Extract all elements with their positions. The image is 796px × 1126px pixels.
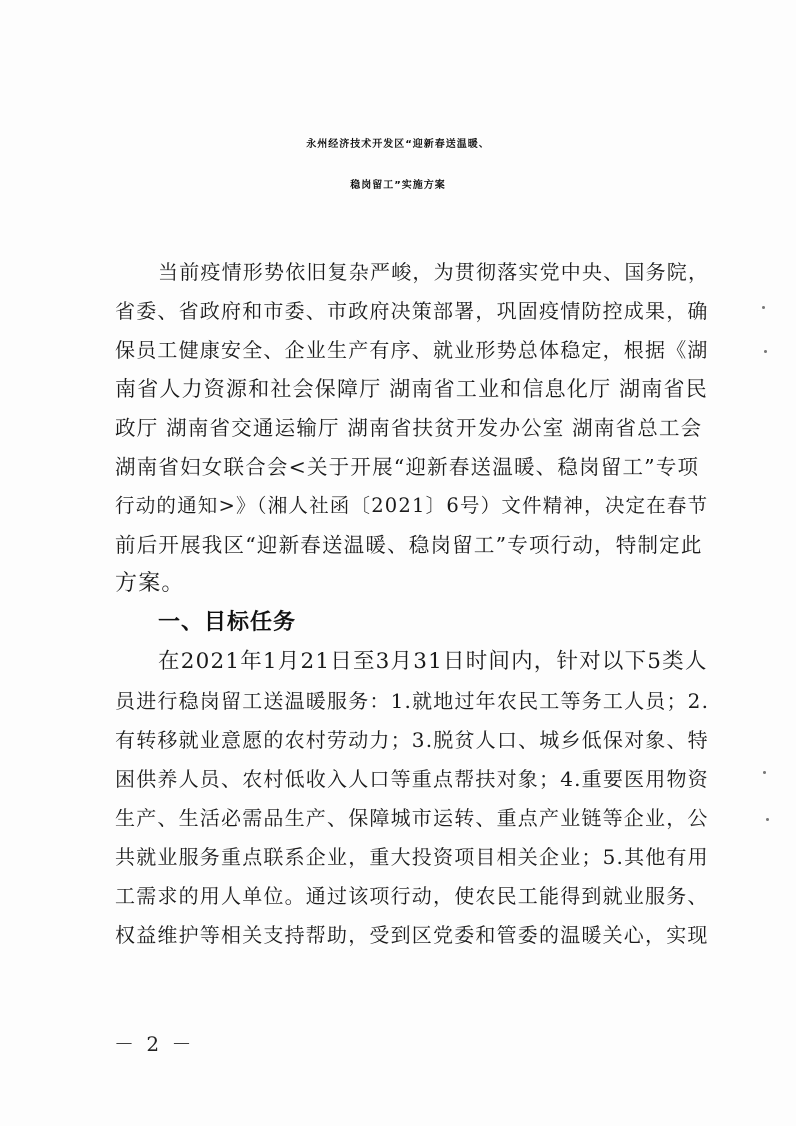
section-paragraph-line: 在2021年1月21日至3月31日时间内，针对以下5类人 [158, 649, 708, 674]
intro-paragraph-line: 前后开展我区“迎新春送温暖、稳岗留工”专项行动，特制定此 [115, 533, 703, 557]
section-paragraph-line: 共就业服务重点联系企业，重大投资项目相关企业；5.其他有用 [115, 845, 709, 869]
section-paragraph-line: 生产、生活必需品生产、保障城市运转、重点产业链等企业，公 [115, 806, 709, 830]
scan-speck [763, 771, 766, 774]
intro-paragraph-line: 方案。 [115, 571, 185, 596]
document-title-line-2: 稳岗留工”实施方案 [350, 180, 446, 191]
section-paragraph-line: 困供养人员、农村低收入人口等重点帮扶对象；4.重要医用物资 [115, 767, 709, 791]
scan-speck [766, 818, 769, 821]
intro-paragraph-line: 政厅 湖南省交通运输厅 湖南省扶贫开发办公室 湖南省总工会 [115, 416, 703, 440]
intro-paragraph-line: 当前疫情形势依旧复杂严峻，为贯彻落实党中央、国务院， [158, 260, 710, 284]
intro-paragraph-line: 保员工健康安全、企业生产有序、就业形势总体稳定，根据《湖 [115, 338, 709, 362]
section-paragraph-line: 有转移就业意愿的农村劳动力；3.脱贫人口、城乡低保对象、特 [115, 728, 709, 752]
page-number: － 2 － [114, 1032, 195, 1056]
intro-paragraph-line: 南省人力资源和社会保障厅 湖南省工业和信息化厅 湖南省民 [115, 377, 708, 401]
scan-speck [764, 350, 767, 353]
intro-paragraph-line: 行动的通知>》（湘人社函〔2021〕6号）文件精神，决定在春节 [115, 494, 709, 517]
intro-paragraph-line: 省委、省政府和市委、市政府决策部署，巩固疫情防控成果，确 [115, 299, 709, 323]
intro-paragraph-line: 湖南省妇女联合会<关于开展“迎新春送温暖、稳岗留工”专项 [115, 455, 700, 479]
section-paragraph-line: 权益维护等相关支持帮助，受到区党委和管委的温暖关心，实现 [115, 923, 709, 947]
document-title-line-1: 永州经济技术开发区“迎新春送温暖、 [306, 139, 490, 150]
section-paragraph-line: 工需求的用人单位。通过该项行动，使农民工能得到就业服务、 [115, 884, 709, 908]
scan-speck [762, 306, 765, 309]
section-heading: 一、目标任务 [158, 610, 297, 635]
section-paragraph-line: 员进行稳岗留工送温暖服务：1.就地过年农民工等务工人员；2. [115, 689, 710, 713]
